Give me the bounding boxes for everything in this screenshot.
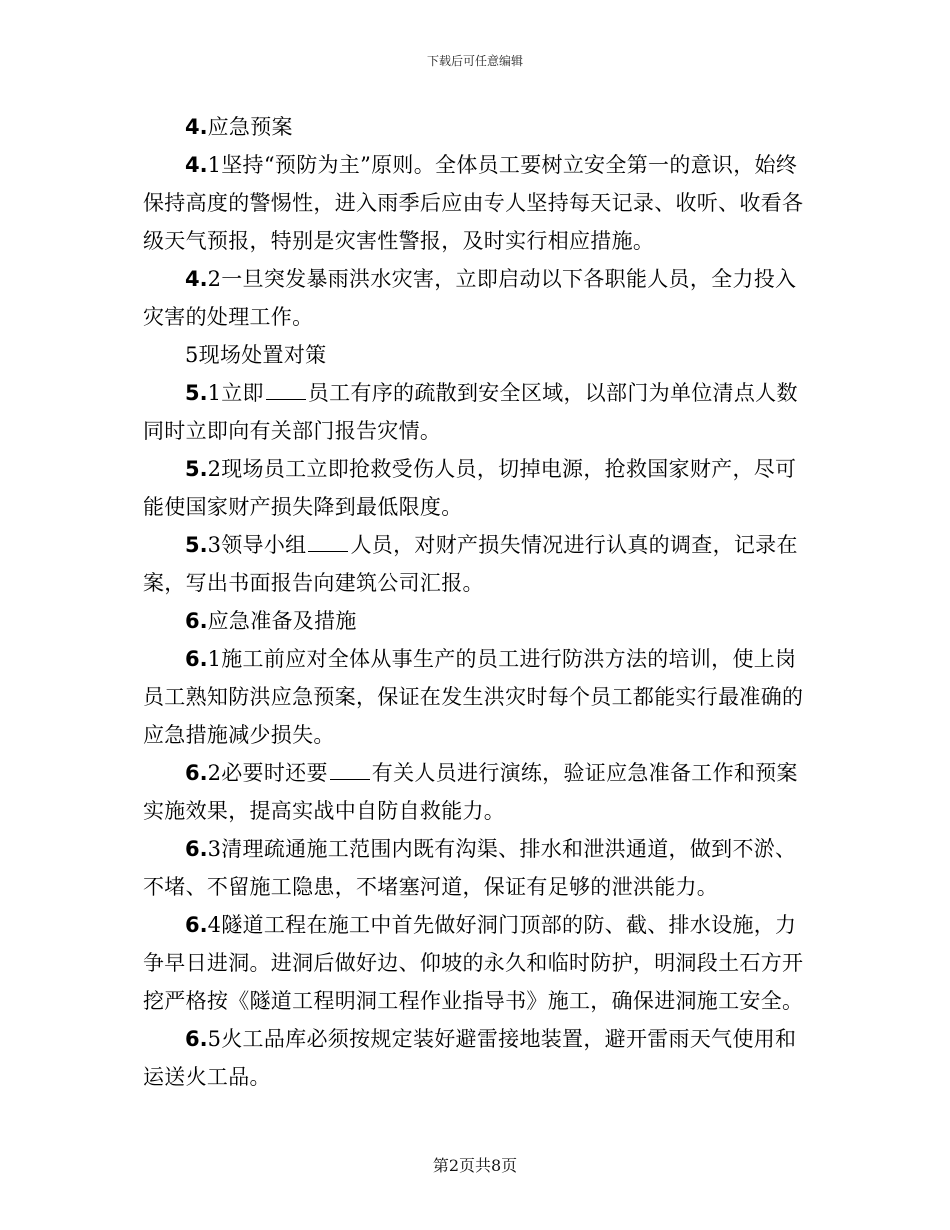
paragraph-text: 2一旦突发暴雨洪水灾害，立即启动以下各职能人员，全力投入灾害的处理工作。 [143, 267, 797, 329]
fill-in-blank [330, 759, 370, 780]
paragraph-text: 2现场员工立即抢救受伤人员，切掉电源，抢救国家财产，尽可能使国家财产损失降到最低限度。 [143, 457, 797, 519]
fill-in-blank [308, 531, 348, 552]
paragraph-text: 1立即 [207, 381, 264, 405]
paragraph-text: 3清理疏通施工范围内既有沟渠、排水和泄洪通道，做到不淤、不堵、不留施工隐患，不堵塞河道，保证有足够的泄洪能力。 [143, 837, 797, 899]
paragraph [143, 640, 809, 754]
document-body [143, 108, 809, 1096]
paragraph-text: 4隧道工程在施工中首先做好洞门顶部的防、截、排水设施，力争早日进洞。进洞后做好边、仰坡的永久和临时防护，明洞段土石方开挖严格按《隧道工程明洞工程作业指导书》施工，确保进洞施工安全。 [143, 913, 804, 1013]
section-heading [143, 602, 809, 640]
section-number: 6. [185, 609, 208, 633]
paragraph-text: 3领导小组 [207, 533, 307, 557]
section-number: 4. [185, 115, 208, 139]
paragraph-text: 2必要时还要 [207, 761, 328, 785]
section-number: 4. [185, 153, 208, 177]
paragraph [143, 754, 809, 830]
paragraph [143, 1020, 809, 1096]
section-number: 5. [185, 381, 208, 405]
section-number: 6. [185, 1027, 208, 1051]
paragraph-text-after: 有关人员进行演练，验证应急准备工作和预案实施效果，提高实战中自防自救能力。 [143, 761, 798, 823]
page-header: 下载后可任意编辑 [426, 54, 523, 68]
paragraph [143, 450, 809, 526]
paragraph-text-after: 人员，对财产损失情况进行认真的调查，记录在案，写出书面报告向建筑公司汇报。 [143, 533, 798, 595]
section-text: 5现场处置对策 [185, 343, 327, 367]
paragraph-text: 1坚持“预防为主”原则。全体员工要树立安全第一的意识，始终保持高度的警惕性，进入雨季后应由专人坚持每天记录、收听、收看各级天气预报，特别是灾害性警报，及时实行相应措施。 [143, 153, 804, 253]
paragraph [143, 260, 809, 336]
paragraph [143, 830, 809, 906]
section-number: 5. [185, 533, 208, 557]
paragraph [143, 906, 809, 1020]
paragraph-text: 1施工前应对全体从事生产的员工进行防洪方法的培训，使上岗员工熟知防洪应急预案，保证在发生洪灾时每个员工都能实行最准确的应急措施减少损失。 [143, 647, 804, 747]
paragraph [143, 374, 809, 450]
section-number: 4. [185, 267, 208, 291]
paragraph-text: 5火工品库必须按规定装好避雷接地装置，避开雷雨天气使用和运送火工品。 [143, 1027, 797, 1089]
fill-in-blank [266, 379, 306, 400]
section-number: 6. [185, 913, 208, 937]
section-number: 6. [185, 761, 208, 785]
section-number: 5. [185, 457, 208, 481]
section-text: 应急预案 [207, 115, 293, 139]
page-footer: 第2页共8页 [432, 1156, 518, 1175]
section-text: 应急准备及措施 [207, 609, 357, 633]
section-heading [143, 336, 809, 374]
paragraph [143, 146, 809, 260]
paragraph [143, 526, 809, 602]
section-number: 6. [185, 647, 208, 671]
section-number: 6. [185, 837, 208, 861]
section-heading [143, 108, 809, 146]
paragraph-text-after: 员工有序的疏散到安全区域，以部门为单位清点人数同时立即向有关部门报告灾情。 [143, 381, 798, 443]
